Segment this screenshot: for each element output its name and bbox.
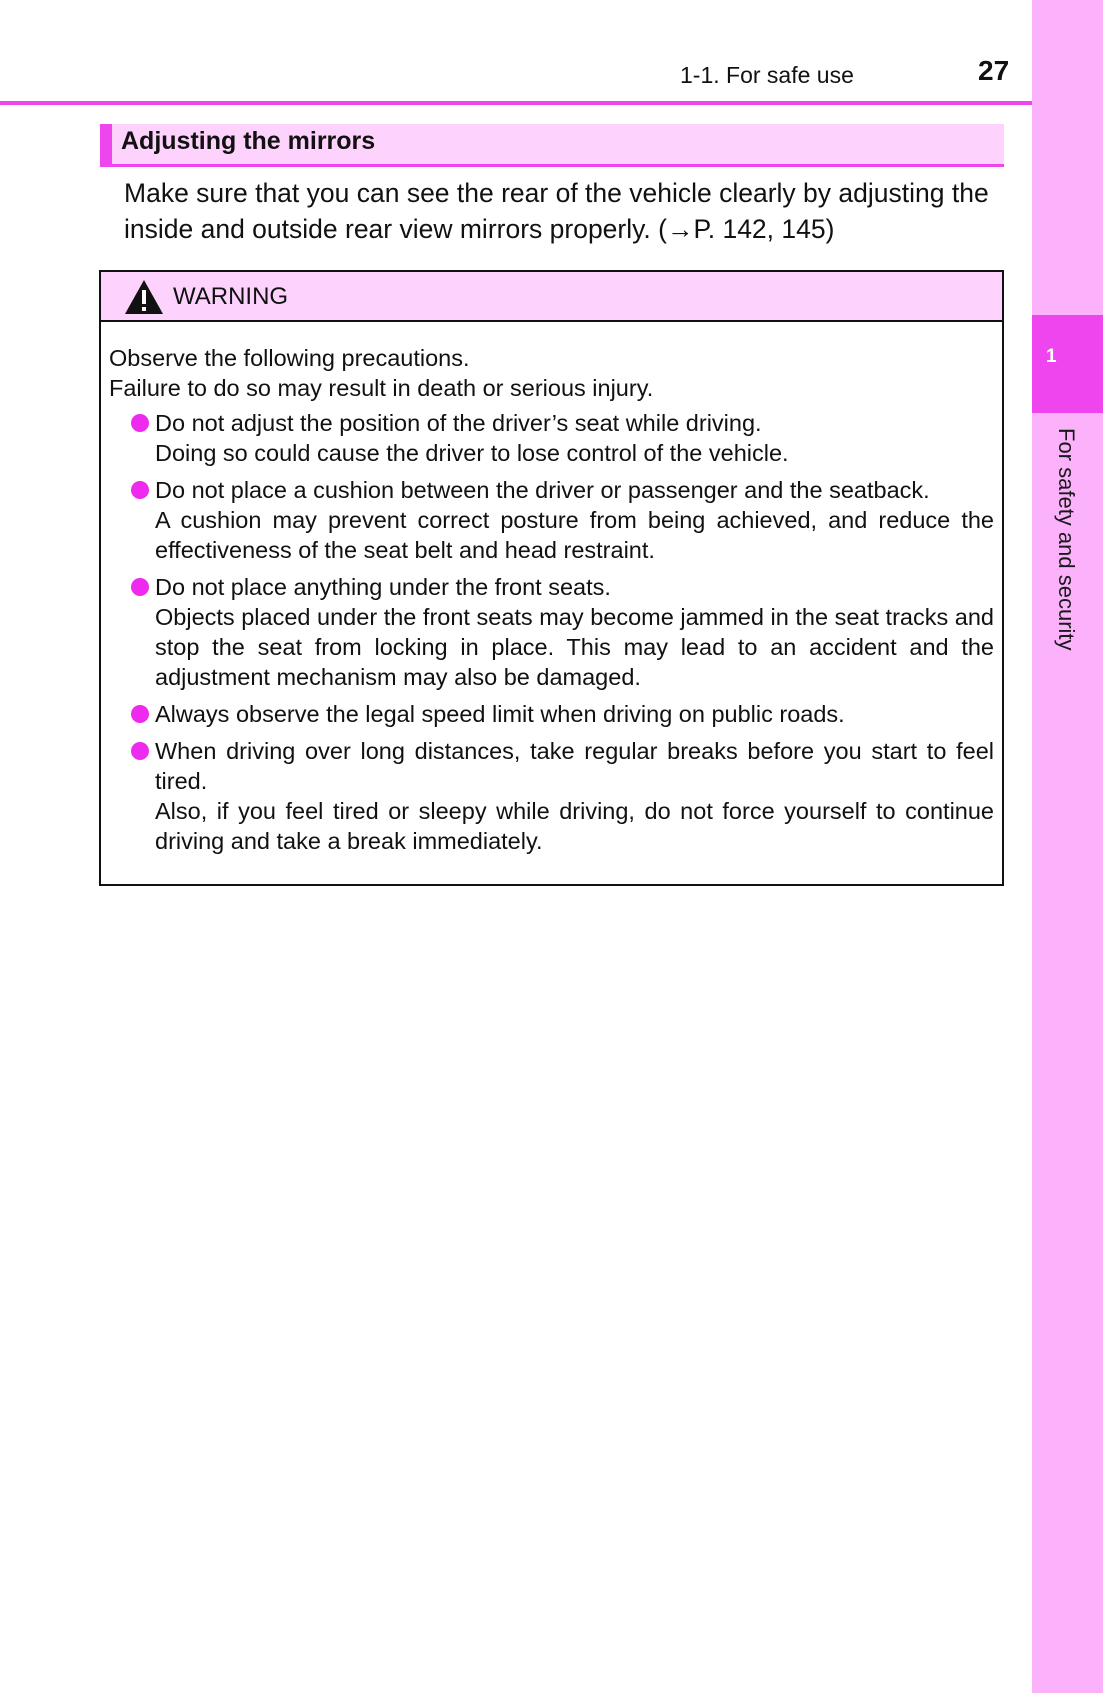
precaution-lead: When driving over long distances, take regular breaks before you start to feel tired. [155, 738, 994, 794]
precaution-lead: Do not place anything under the front seats. [155, 574, 611, 600]
precaution-detail: Objects placed under the front seats may become jammed in the seat tracks and stop the seat from locking in place. This may lead to an accident and the adjustment mechanism may also be damaged. [155, 604, 994, 690]
warning-intro-line: Observe the following precautions. [109, 345, 470, 371]
precaution-item [109, 736, 994, 856]
bullet-icon [131, 414, 149, 432]
precaution-item [109, 408, 994, 468]
chapter-title: For safety and security [1054, 428, 1079, 651]
chapter-tab [1032, 315, 1103, 413]
precaution-item [109, 699, 994, 729]
warning-header [101, 272, 1002, 322]
warning-triangle-icon [123, 278, 165, 316]
heading-accent-bar [100, 124, 112, 164]
warning-body [109, 343, 994, 863]
side-strip [1032, 0, 1103, 1693]
precaution-item [109, 572, 994, 692]
header-divider [0, 101, 1032, 105]
section-heading [100, 124, 1004, 167]
precaution-lead: Always observe the legal speed limit when driving on public roads. [155, 701, 845, 727]
precaution-lead: Do not place a cushion between the driver or passenger and the seatback. [155, 477, 930, 503]
chapter-number: 1 [1046, 346, 1057, 367]
precaution-list [109, 408, 994, 856]
bullet-icon [131, 481, 149, 499]
precaution-detail: A cushion may prevent correct posture from being achieved, and reduce the effectiveness of the seat belt and head restraint. [155, 507, 994, 563]
warning-intro-line: Failure to do so may result in death or serious injury. [109, 375, 654, 401]
precaution-lead: Do not adjust the position of the driver’s seat while driving. [155, 410, 762, 436]
precaution-detail: Doing so could cause the driver to lose control of the vehicle. [155, 440, 789, 466]
bullet-icon [131, 742, 149, 760]
precaution-item [109, 475, 994, 565]
section-title: Adjusting the mirrors [121, 127, 376, 155]
bullet-icon [131, 578, 149, 596]
warning-box [99, 270, 1004, 886]
bullet-icon [131, 705, 149, 723]
section-intro: Make sure that you can see the rear of the vehicle clearly by adjusting the inside and outside rear view mirrors properly. (→P. 142, 145) [124, 178, 989, 244]
page-number: 27 [978, 55, 1010, 86]
warning-title: WARNING [173, 283, 289, 310]
header-section-title: 1-1. For safe use [680, 62, 854, 88]
precaution-detail: Also, if you feel tired or sleepy while driving, do not force yourself to continue driving and take a break immediately. [155, 798, 994, 854]
